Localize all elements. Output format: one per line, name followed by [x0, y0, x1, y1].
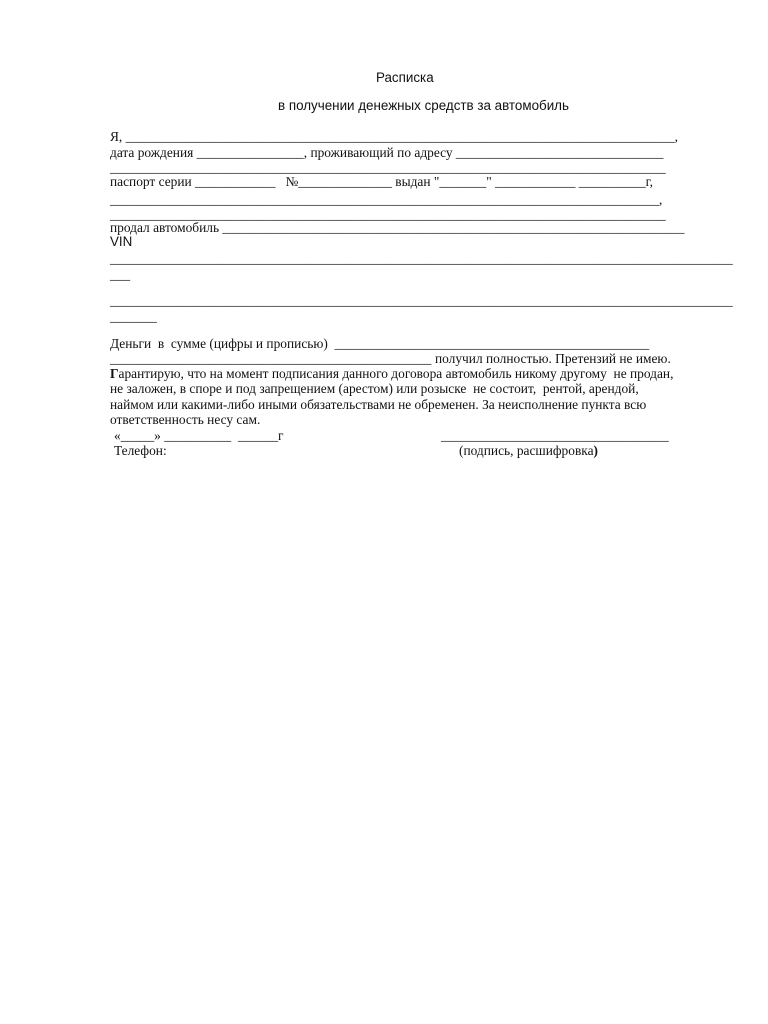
vin-line-2: _____________________________________________________________________________________________ — [110, 293, 733, 308]
phone-label: Телефон: — [114, 443, 167, 458]
sold-car-line: продал автомобиль _____________________________________________________________________ — [110, 220, 685, 235]
money-amount-line: Деньги в сумме (цифры и прописью) _______________________________________________ — [110, 336, 650, 351]
received-statement: получил полностью. Претензий не имею. — [435, 351, 671, 366]
signature-caption-close: ) — [593, 443, 598, 458]
passport-issuer-line-1: __________________________________________________________________________________, — [110, 192, 663, 207]
signature-caption-text: (подпись, расшифровка — [459, 443, 594, 458]
date-line: «_____» __________ ______г — [114, 428, 284, 443]
signature-line: __________________________________ — [441, 428, 669, 443]
guarantee-line-1-text: арантирую, что на момент подписания данного договора автомобиль никому другому не продан, — [118, 366, 674, 381]
document-subtitle: в получении денежных средств за автомобиль — [278, 98, 569, 113]
guarantee-line-3: наймом или какими-либо иными обязательствами не обременен. За неисполнение пункта всю — [110, 397, 647, 412]
passport-line: паспорт серии ____________ №______________ выдан "_______" ____________ __________г, — [110, 174, 654, 189]
guarantee-line-2: не заложен, в споре и под запрещением (арестом) или розыске не состоит, рентой, арендой, — [110, 381, 639, 396]
passport-issuer-line-2: ___________________________________________________________________________________ — [110, 207, 666, 222]
vin-line-2-continuation: _______ — [110, 309, 157, 324]
guarantee-line-4: ответственность несу сам. — [110, 412, 261, 427]
vin-line-1-continuation: ___ — [110, 267, 131, 282]
document-title: Расписка — [376, 70, 434, 85]
vin-line-1: _____________________________________________________________________________________________ — [110, 251, 733, 266]
guarantee-first-letter: Г — [110, 366, 119, 381]
birth-date-address-line: дата рождения ________________, проживающий по адресу _______________________________ — [110, 145, 664, 160]
received-blank: ________________________________________________ — [110, 351, 432, 366]
address-continuation-line: ___________________________________________________________________________________ — [110, 160, 666, 175]
guarantee-line-1 — [110, 366, 673, 381]
seller-name-line: Я, __________________________________________________________________________________, — [110, 129, 678, 144]
signature-caption — [459, 443, 598, 458]
vin-label: VIN — [110, 234, 133, 249]
